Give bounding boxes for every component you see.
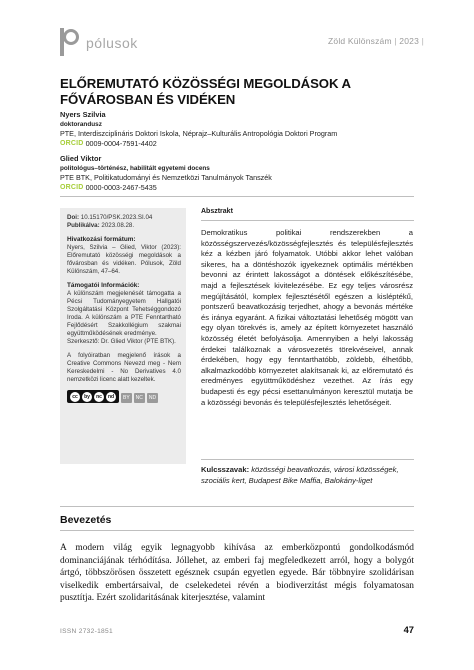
abstract-text: Demokratikus politikai rendszerekben a közösségszervezés/közösségfejlesztés és településfejlesztés kéz a kézben járó folyamatok. Utóbbi akkor lehet valóban sikeres, ha a döntéshozók igyekeznek optimális mértékben bevonni az érintett lakosságot a döntések előkészítésébe, majd a fejlesztések kivitelezésébe. Ez egy teljes városrész megújításától, komplex fejlesztésétől egészen a kisléptékű, pontszerű beavatkozásig terjedhet, ahogy a bevonás mértéke és iránya egyaránt. A fizikai változtatási lehetőség mögött van egy olyan törekvés is, amely az épített környezetet használó közösség életét befolyásolja. Amennyiben a helyi lakosság érdekei találkoznak a városvezetés törekvéseivel, annak érdekében, hogy egy fenntarthatóbb, zöldebb, élhetőbb, alkalmazkodóbb környezetet alakítsanak ki, az előremutató és eredményes együttműködéshez vezethet. Az írás egy budapesti és egy pécsi esettanulmányon keresztül mutatja be a közösségi bevonás és településfejlesztés lehetőségeit. xyxy=(201,228,413,407)
author-affiliation: PTE, Interdiszciplináris Doktori Iskola, Néprajz–Kulturális Antropológia Doktori Program xyxy=(60,129,338,139)
keywords xyxy=(201,465,413,486)
divider xyxy=(60,196,414,197)
doi-link[interactable]: 10.15170/PSK.2023.SI.04 xyxy=(80,214,153,221)
cc-icon: cc by nc nd xyxy=(67,390,119,403)
cc-nd-label: ND xyxy=(148,394,157,401)
orcid-icon: ORCID xyxy=(60,139,84,147)
author-name: Nyers Szilvia xyxy=(60,110,106,119)
issue-label: Zöld Különszám | 2023 | xyxy=(328,36,424,46)
cc-license-badge[interactable] xyxy=(67,390,181,403)
journal-logo xyxy=(60,28,138,56)
license-text: A folyóiratban megjelenő írások a Creative Commons Nevezd meg - Nem Kereskedelmi - No Derivatives 4.0 nemzetközi licenc alatt kezeltek. xyxy=(67,352,181,383)
author-role: doktorandusz xyxy=(60,120,102,128)
abstract-divider xyxy=(201,220,414,221)
orcid-row[interactable] xyxy=(60,183,272,193)
orcid-icon: ORCID xyxy=(60,183,84,191)
page-number: 47 xyxy=(403,624,414,635)
citation-text: Nyers, Szilvia – Glied, Viktor (2023): Előremutató közösségi megoldások a fővárosban és vidéken. Pólusok, Zöld Különszám, 47–64. xyxy=(67,244,181,275)
editor-text: Szerkesztő: Dr. Glied Viktor (PTE BTK). xyxy=(67,338,176,345)
author-name: Glied Viktor xyxy=(60,154,102,163)
keywords-divider xyxy=(201,459,414,460)
orcid-id[interactable]: 0000-0003-2467-5435 xyxy=(85,182,157,192)
published-row: Publikálva: 2023.08.28. xyxy=(67,222,135,229)
support-title: Támogatói Információk: xyxy=(67,282,140,289)
article-info-sidebar xyxy=(60,208,186,464)
author-block-2 xyxy=(60,154,272,192)
cc-by-label: BY xyxy=(123,394,130,401)
footer-issn: ISSN 2732-1851 xyxy=(60,628,113,635)
section-divider xyxy=(60,506,414,507)
body-paragraph: A modern világ egyik legnagyobb kihívása az emberközpontú gondolkodásmód dominanciájának térhódítása. Jóllehet, az emberi faj megfeledkezett arról, hogy a bolygót ártgó, többszörösen összetett egésznek csupán egyetlen egyede. Bár többnyire szolidárisan viselkedik embertársaival, de cselekedetei révén a biodiverzitást mégis folyamatosan pusztítja. Ezért szolidaritásának kiterjesztése, valamint xyxy=(60,543,414,604)
section-heading: Bevezetés xyxy=(60,514,112,526)
section-divider xyxy=(60,530,414,531)
orcid-row[interactable] xyxy=(60,139,337,149)
author-role: politológus–történész, habilitált egyetemi docens xyxy=(60,164,210,172)
keywords-text: közösségi beavatkozás, városi közösségek, szociális kert, Budapest Bike Maffia, Balokány-liget xyxy=(201,465,399,485)
keywords-label: Kulcsszavak: xyxy=(201,465,250,474)
polusok-logo-icon xyxy=(60,28,82,56)
citation-title: Hivatkozási formátum: xyxy=(67,236,136,243)
article-title: ELŐREMUTATÓ KÖZÖSSÉGI MEGOLDÁSOK A FŐVÁROSBAN ÉS VIDÉKEN xyxy=(60,76,351,107)
support-text: A különszám megjelenését támogatta a Pécsi Tudományegyetem Hallgatói Szolgáltatási Központ Tehetséggondozó Iroda. A különszám a PTE Fenntartható Fejlődésért Szakkollégium szakmai együttműködésének eredménye. xyxy=(67,290,181,337)
abstract-heading: Absztrakt xyxy=(201,208,233,215)
author-block-1 xyxy=(60,110,337,148)
orcid-id[interactable]: 0009-0004-7591-4402 xyxy=(85,138,157,148)
doi-row: Doi: 10.15170/PSK.2023.SI.04 xyxy=(67,214,153,221)
logo-text: pólusok xyxy=(86,35,138,51)
author-affiliation: PTE BTK, Politikatudományi és Nemzetközi Tanulmányok Tanszék xyxy=(60,173,272,183)
cc-nc-label: NC xyxy=(135,394,143,401)
